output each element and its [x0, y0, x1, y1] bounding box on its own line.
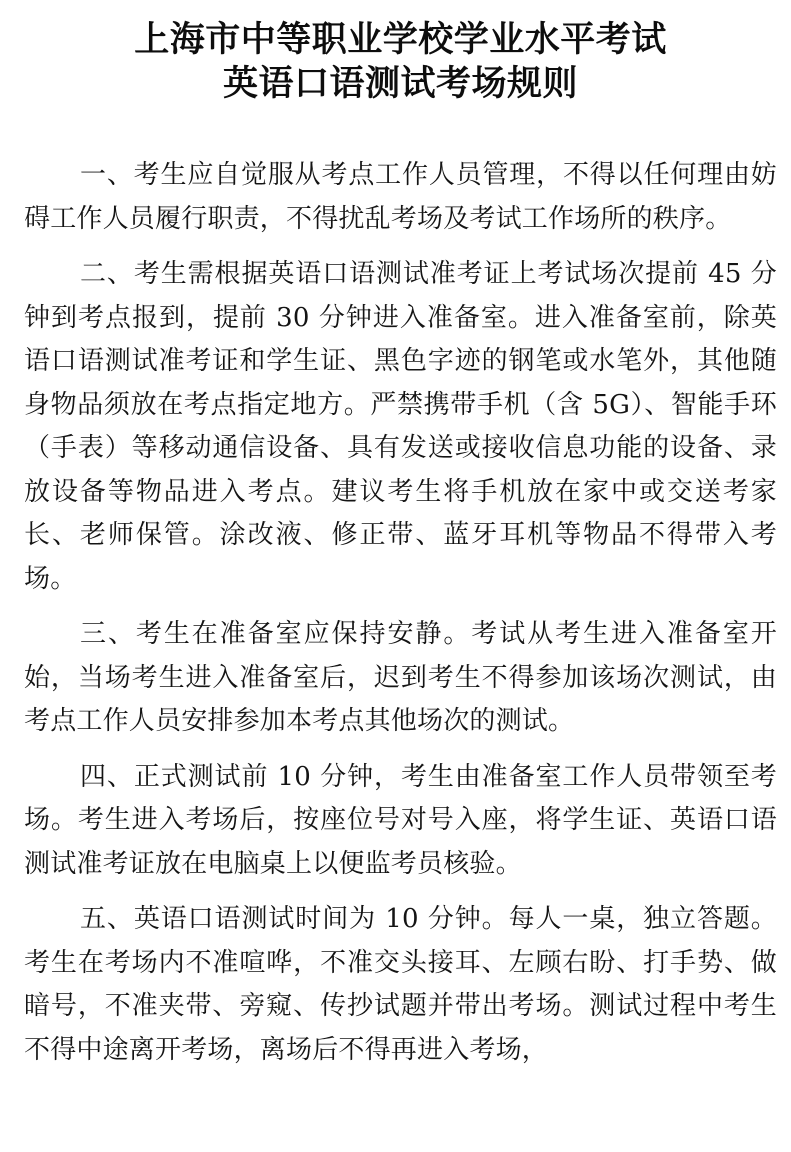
rule-paragraph-1: 一、考生应自觉服从考点工作人员管理，不得以任何理由妨碍工作人员履行职责，不得扰乱考场及考试工作场所的秩序。 [24, 160, 777, 234]
rule-paragraph-5: 五、英语口语测试时间为 10 分钟。每人一桌，独立答题。考生在考场内不准喧哗，不准交头接耳、左顾右盼、打手势、做暗号，不准夹带、旁窥、传抄试题并带出考场。测试过程中考生不得中途离开考场，离场后不得再进入考场， [24, 904, 777, 1065]
title-line-1: 上海市中等职业学校学业水平考试 [134, 20, 667, 60]
document-title [24, 18, 777, 106]
rule-paragraph-3: 三、考生在准备室应保持安静。考试从考生进入准备室开始，当场考生进入准备室后，迟到考生不得参加该场次测试，由考点工作人员安排参加本考点其他场次的测试。 [24, 619, 777, 736]
rule-paragraph-4: 四、正式测试前 10 分钟，考生由准备室工作人员带领至考场。考生进入考场后，按座位号对号入座，将学生证、英语口语测试准考证放在电脑桌上以便监考员核验。 [24, 761, 777, 879]
title-line-2: 英语口语测试考场规则 [222, 64, 578, 104]
rules-list [24, 154, 777, 1072]
rule-paragraph-2: 二、考生需根据英语口语测试准考证上考试场次提前 45 分钟到考点报到，提前 30 分钟进入准备室。进入准备室前，除英语口语测试准考证和学生证、黑色字迹的钢笔或水笔外，其他随身物品须放在考点指定地方。严禁携带手机（含 5G）、智能手环（手表）等移动通信设备、具有发送或接收信息功能的设备、录放设备等物品进入考点。建议考生将手机放在家中或交送考家长、老师保管。涂改液、修正带、蓝牙耳机等物品不得带入考场。 [24, 259, 777, 594]
